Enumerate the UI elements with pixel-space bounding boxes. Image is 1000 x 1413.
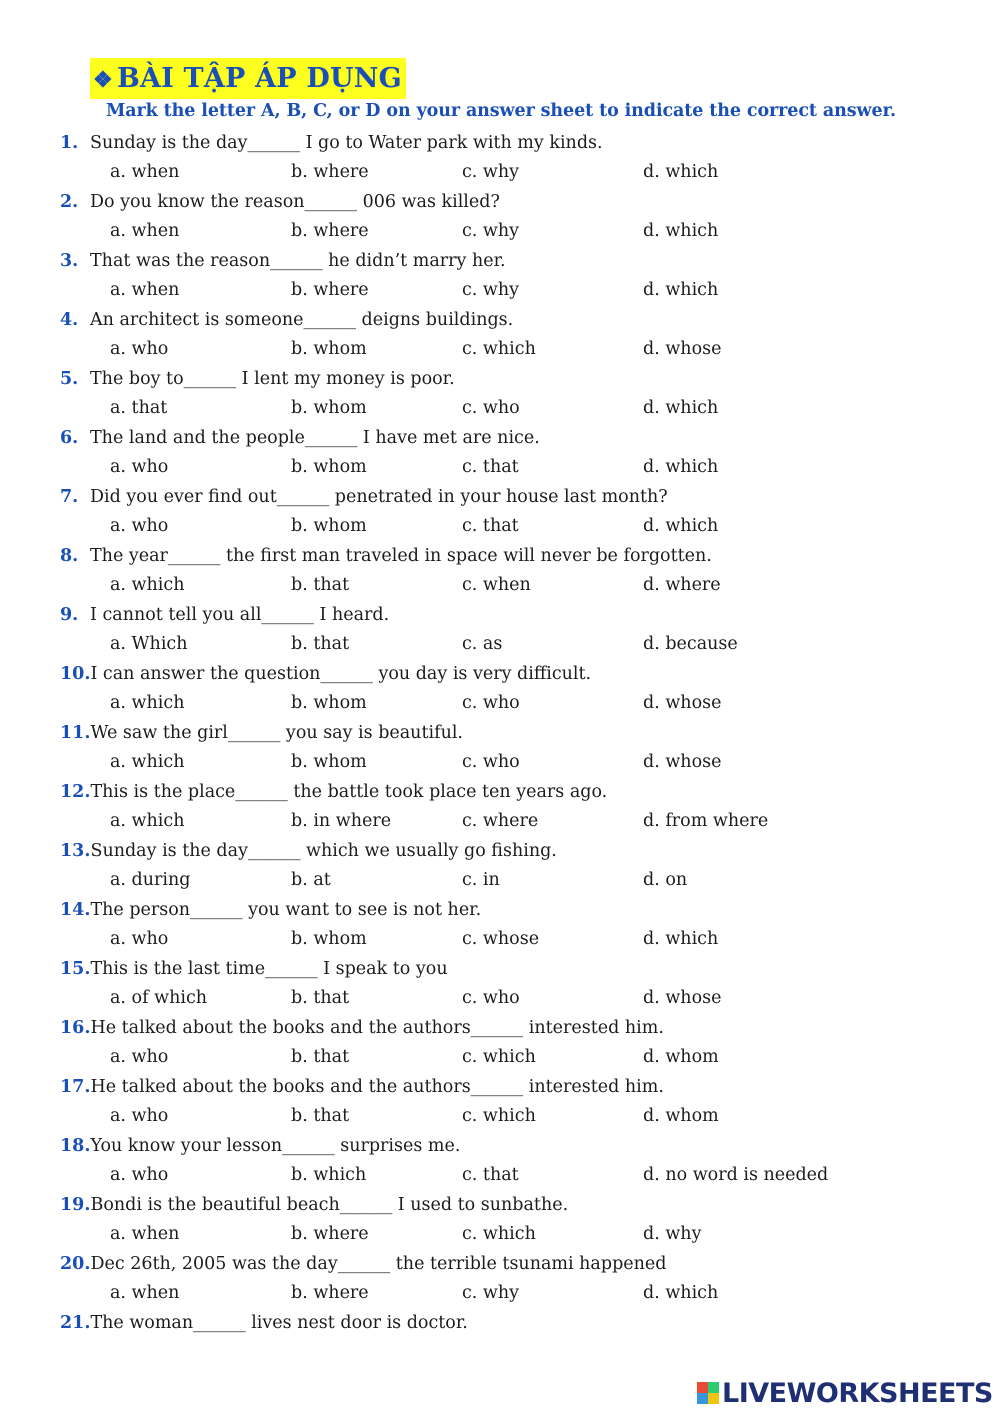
answer-option-d[interactable]: d. which (643, 516, 719, 536)
question-text: Did you ever find out______ penetrated in your house last month? (90, 487, 668, 507)
answer-option-b[interactable]: b. whom (291, 693, 367, 713)
answer-option-a[interactable]: a. during (110, 870, 191, 890)
answer-option-a[interactable]: a. when (110, 221, 180, 241)
answer-option-b[interactable]: b. whom (291, 516, 367, 536)
question-10 (60, 660, 940, 719)
question-number: 5. (60, 369, 79, 389)
answer-option-d[interactable]: d. on (643, 870, 688, 890)
question-15 (60, 955, 940, 1014)
question-text: This is the last time______ I speak to you (90, 959, 448, 979)
question-line (60, 542, 712, 570)
answer-option-c[interactable]: c. in (462, 870, 500, 890)
question-line (60, 601, 389, 629)
answer-option-c[interactable]: c. who (462, 752, 520, 772)
question-number: 12. (60, 782, 91, 802)
question-text: Dec 26th, 2005 was the day______ the terrible tsunami happened (90, 1254, 667, 1274)
answer-option-d[interactable]: d. where (643, 575, 721, 595)
answer-option-c[interactable]: c. when (462, 575, 531, 595)
answer-option-b[interactable]: b. that (291, 634, 350, 654)
answer-option-a[interactable]: a. who (110, 457, 169, 477)
answer-option-d[interactable]: d. whose (643, 339, 722, 359)
question-number: 2. (60, 192, 79, 212)
question-line (60, 1014, 664, 1042)
question-7 (60, 483, 940, 542)
answer-option-b[interactable]: b. whom (291, 457, 367, 477)
question-text: Sunday is the day______ I go to Water park with my kinds. (90, 133, 603, 153)
answer-option-a[interactable]: a. which (110, 693, 185, 713)
answer-option-c[interactable]: c. that (462, 457, 519, 477)
question-text: An architect is someone______ deigns buildings. (90, 310, 514, 330)
question-number: 11. (60, 723, 91, 743)
question-number: 8. (60, 546, 79, 566)
answer-option-a[interactable]: a. that (110, 398, 168, 418)
question-number: 16. (60, 1018, 91, 1038)
answer-option-c[interactable]: c. which (462, 339, 536, 359)
question-line (60, 188, 500, 216)
answer-option-a[interactable]: a. of which (110, 988, 208, 1008)
answer-option-a[interactable]: a. Which (110, 634, 188, 654)
question-line (60, 660, 591, 688)
question-text: That was the reason______ he didn’t marry her. (90, 251, 506, 271)
answer-option-c[interactable]: c. where (462, 811, 539, 831)
answer-option-d[interactable]: d. whose (643, 752, 722, 772)
answer-option-d[interactable]: d. which (643, 398, 719, 418)
question-line (60, 306, 513, 334)
answer-option-c[interactable]: c. why (462, 221, 520, 241)
diamond-bullet-icon: ❖ (93, 67, 113, 93)
answer-option-b[interactable]: b. that (291, 988, 350, 1008)
question-text: The land and the people______ I have met are nice. (90, 428, 540, 448)
answer-option-c[interactable]: c. which (462, 1047, 536, 1067)
answer-option-c[interactable]: c. as (462, 634, 503, 654)
question-2 (60, 188, 940, 247)
question-16 (60, 1014, 940, 1073)
answer-option-b[interactable]: b. whom (291, 929, 367, 949)
question-text: Do you know the reason______ 006 was killed? (90, 192, 500, 212)
heading-title: BÀI TẬP ÁP DỤNG (116, 63, 402, 94)
question-12 (60, 778, 940, 837)
answer-option-b[interactable]: b. where (291, 1224, 369, 1244)
question-number: 14. (60, 900, 91, 920)
answer-option-d[interactable]: d. which (643, 162, 719, 182)
answer-option-d[interactable]: d. whom (643, 1047, 719, 1067)
question-text: He talked about the books and the authors______ interested him. (90, 1018, 664, 1038)
question-number: 20. (60, 1254, 91, 1274)
question-19 (60, 1191, 940, 1250)
question-9 (60, 601, 940, 660)
question-text: I can answer the question______ you day is very difficult. (90, 664, 592, 684)
question-text: Bondi is the beautiful beach______ I used to sunbathe. (90, 1195, 569, 1215)
answer-option-b[interactable]: b. whom (291, 752, 367, 772)
answer-option-a[interactable]: a. who (110, 1106, 169, 1126)
question-line (60, 365, 455, 393)
answer-option-a[interactable]: a. who (110, 1165, 169, 1185)
answer-option-d[interactable]: d. which (643, 221, 719, 241)
question-line (60, 837, 557, 865)
instruction-text: Mark the letter A, B, C, or D on your answer sheet to indicate the correct answer. (106, 101, 896, 121)
answer-option-c[interactable]: c. that (462, 1165, 519, 1185)
question-text: I cannot tell you all______ I heard. (90, 605, 390, 625)
question-number: 3. (60, 251, 79, 271)
question-text: You know your lesson______ surprises me. (90, 1136, 461, 1156)
answer-option-a[interactable]: a. when (110, 162, 180, 182)
answer-option-d[interactable]: d. whom (643, 1106, 719, 1126)
question-line (60, 719, 463, 747)
question-text: We saw the girl______ you say is beautiful. (90, 723, 463, 743)
question-text: The person______ you want to see is not her. (90, 900, 482, 920)
answer-option-c[interactable]: c. who (462, 988, 520, 1008)
answer-option-b[interactable]: b. whom (291, 398, 367, 418)
question-11 (60, 719, 940, 778)
question-number: 9. (60, 605, 79, 625)
answer-option-a[interactable]: a. who (110, 339, 169, 359)
question-number: 15. (60, 959, 91, 979)
question-line (60, 483, 668, 511)
question-number: 7. (60, 487, 79, 507)
question-number: 17. (60, 1077, 91, 1097)
question-13 (60, 837, 940, 896)
answer-option-b[interactable]: b. that (291, 1047, 350, 1067)
question-3 (60, 247, 940, 306)
question-14 (60, 896, 940, 955)
question-number: 19. (60, 1195, 91, 1215)
question-line (60, 955, 448, 983)
answer-option-a[interactable]: a. which (110, 575, 185, 595)
answer-option-b[interactable]: b. which (291, 1165, 367, 1185)
answer-option-b[interactable]: b. in where (291, 811, 392, 831)
question-line (60, 1250, 666, 1278)
answer-option-c[interactable]: c. whose (462, 929, 540, 949)
section-heading (90, 58, 406, 99)
answer-option-a[interactable]: a. when (110, 280, 180, 300)
answer-option-a[interactable]: a. which (110, 752, 185, 772)
liveworksheets-badge-icon (697, 1382, 719, 1404)
question-line (60, 1073, 664, 1101)
answer-option-c[interactable]: c. who (462, 693, 520, 713)
answer-option-c[interactable]: c. why (462, 162, 520, 182)
answer-option-b[interactable]: b. where (291, 221, 369, 241)
question-20 (60, 1250, 940, 1309)
answer-option-b[interactable]: b. at (291, 870, 331, 890)
answer-option-b[interactable]: b. where (291, 162, 369, 182)
question-line (60, 424, 540, 452)
answer-option-d[interactable]: d. which (643, 457, 719, 477)
answer-option-c[interactable]: c. which (462, 1106, 536, 1126)
question-number: 21. (60, 1313, 91, 1333)
answer-option-b[interactable]: b. where (291, 280, 369, 300)
answer-option-c[interactable]: c. that (462, 516, 519, 536)
answer-option-d[interactable]: d. no word is needed (643, 1165, 829, 1185)
answer-option-d[interactable]: d. why (643, 1224, 702, 1244)
question-1 (60, 129, 940, 188)
question-text: Sunday is the day______ which we usually go fishing. (90, 841, 557, 861)
answer-option-d[interactable]: d. which (643, 1283, 719, 1303)
question-line (60, 1191, 568, 1219)
question-17 (60, 1073, 940, 1132)
liveworksheets-logo (697, 1376, 993, 1410)
answer-option-a[interactable]: a. who (110, 1047, 169, 1067)
question-8 (60, 542, 940, 601)
answer-option-d[interactable]: d. which (643, 280, 719, 300)
answer-option-d[interactable]: d. whose (643, 988, 722, 1008)
answer-option-d[interactable]: d. from where (643, 811, 769, 831)
question-line (60, 896, 481, 924)
answer-option-d[interactable]: d. which (643, 929, 719, 949)
question-number: 13. (60, 841, 91, 861)
answer-option-c[interactable]: c. why (462, 280, 520, 300)
answer-option-d[interactable]: d. because (643, 634, 738, 654)
question-line (60, 129, 603, 157)
answer-option-c[interactable]: c. which (462, 1224, 536, 1244)
answer-option-c[interactable]: c. why (462, 1283, 520, 1303)
question-line (60, 778, 607, 806)
question-text: The woman______ lives nest door is doctor. (90, 1313, 468, 1333)
question-line (60, 1309, 468, 1337)
question-text: The year______ the first man traveled in space will never be forgotten. (90, 546, 712, 566)
answer-option-d[interactable]: d. whose (643, 693, 722, 713)
question-text: He talked about the books and the authors______ interested him. (90, 1077, 664, 1097)
answer-option-b[interactable]: b. whom (291, 339, 367, 359)
question-number: 6. (60, 428, 79, 448)
question-18 (60, 1132, 940, 1191)
question-text: The boy to______ I lent my money is poor. (90, 369, 455, 389)
question-number: 10. (60, 664, 91, 684)
question-5 (60, 365, 940, 424)
answer-option-c[interactable]: c. who (462, 398, 520, 418)
question-6 (60, 424, 940, 483)
answer-option-b[interactable]: b. that (291, 575, 350, 595)
question-21 (60, 1309, 940, 1368)
question-number: 4. (60, 310, 79, 330)
question-4 (60, 306, 940, 365)
answer-option-b[interactable]: b. where (291, 1283, 369, 1303)
question-number: 1. (60, 133, 79, 153)
question-line (60, 1132, 460, 1160)
answer-option-a[interactable]: a. who (110, 929, 169, 949)
question-number: 18. (60, 1136, 91, 1156)
answer-option-b[interactable]: b. that (291, 1106, 350, 1126)
answer-option-a[interactable]: a. who (110, 516, 169, 536)
logo-text: LIVEWORKSHEETS (722, 1377, 993, 1409)
answer-option-a[interactable]: a. when (110, 1283, 180, 1303)
question-line (60, 247, 506, 275)
question-text: This is the place______ the battle took place ten years ago. (90, 782, 608, 802)
answer-option-a[interactable]: a. which (110, 811, 185, 831)
answer-option-a[interactable]: a. when (110, 1224, 180, 1244)
